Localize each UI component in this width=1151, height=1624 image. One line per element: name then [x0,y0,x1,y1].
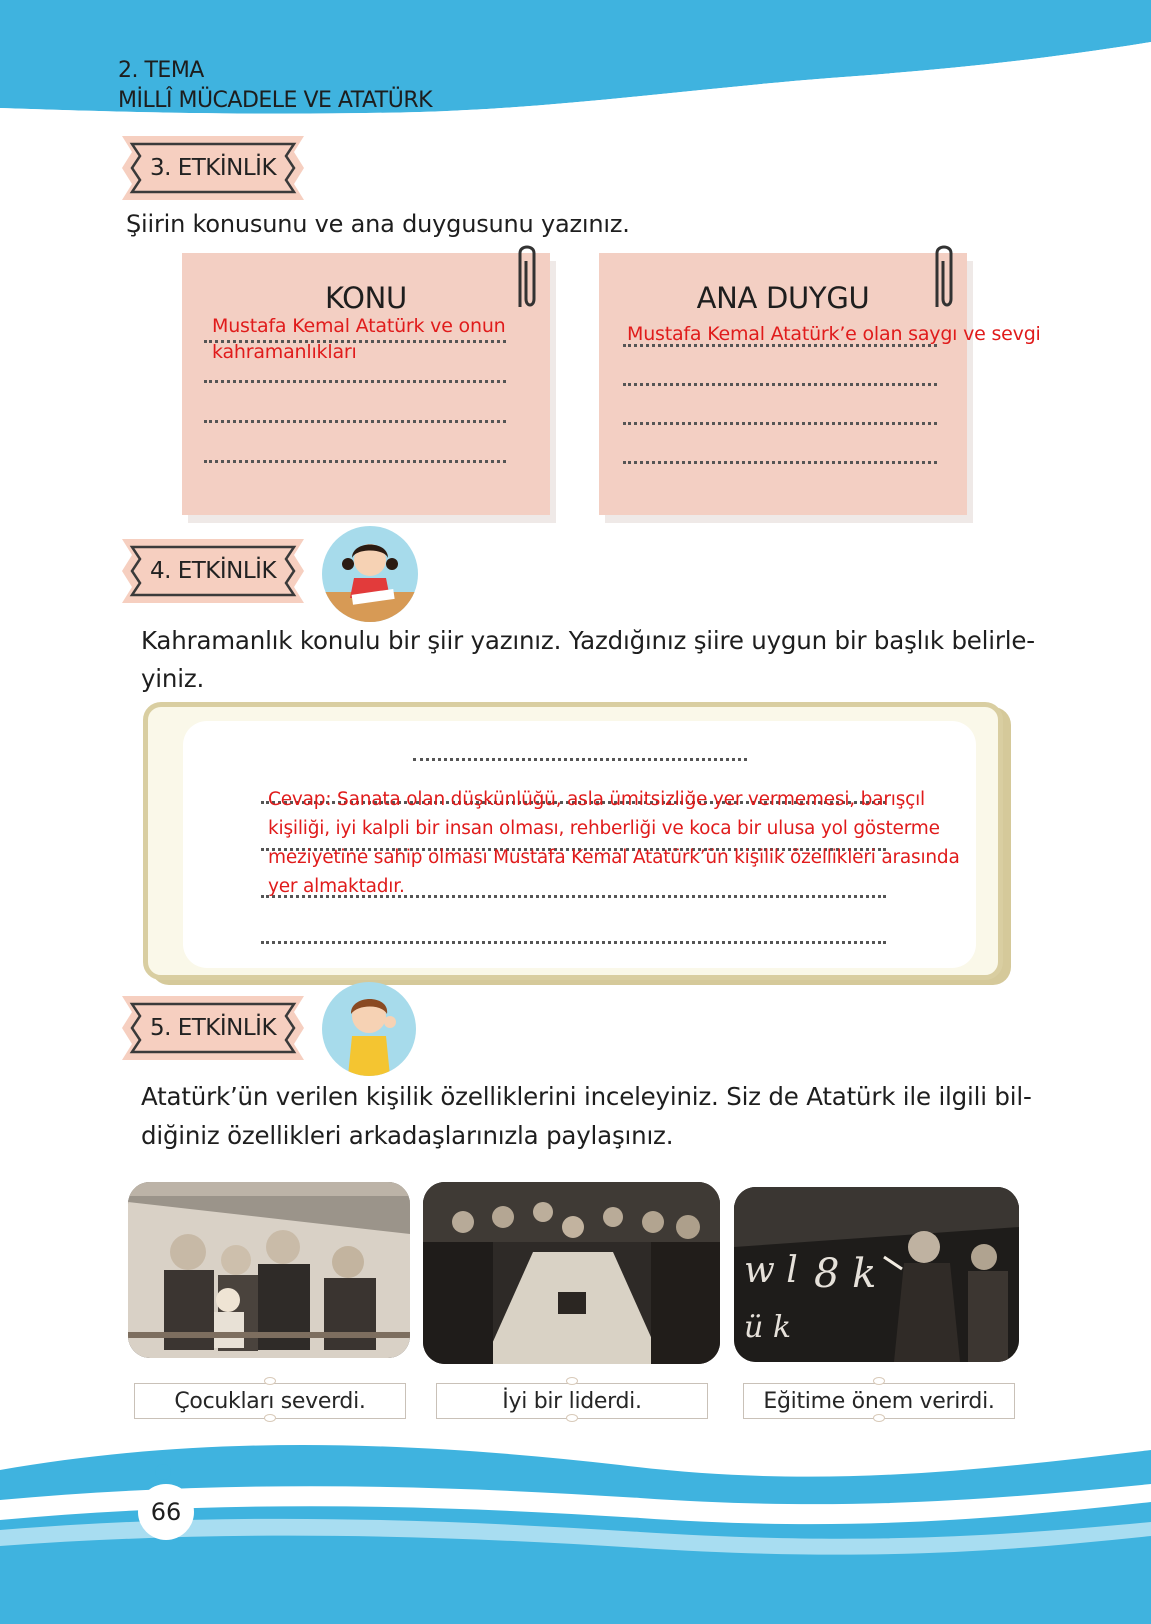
caption-leader: İyi bir liderdi. [436,1383,708,1419]
activity3-instruction: Şiirin konusunu ve ana duygusunu yazınız. [126,210,630,238]
activity4-instruction-line2: yiniz. [141,664,205,693]
activity4-label: 4. ETKİNLİK [149,558,277,584]
ana-duygu-title: ANA DUYGU [696,281,870,315]
activity3-ribbon [118,130,308,206]
svg-text:8 k: 8 k [814,1251,877,1297]
activity4-answer: Cevap: Sanata olan düşkünlüğü, asla ümitsizliğe yer vermemesi, barışçıl kişiliği, iyi kalpli bir insan olması, rehberliği ve koca bir ulusa yol gösterme meziyetine sahip olması Mustafa Kemal Atatürk’ün kişilik özellikleri arasında yer almaktadır. [268,789,960,897]
activity4-instruction-line1: Kahramanlık konulu bir şiir yazınız. Yazdığınız şiire uygun bir başlık belirle- [141,626,1035,655]
boy-avatar [322,982,416,1076]
activity5-label: 5. ETKİNLİK [149,1015,277,1041]
ataturk-meeting-photo [423,1182,720,1364]
activity5-ribbon [118,990,308,1066]
konu-note [182,253,550,515]
konu-dotline-4 [204,460,506,463]
caption-knob [873,1414,885,1422]
caption-knob [566,1377,578,1385]
konu-dotline-2 [204,380,506,383]
theme-number: 2. TEMA [118,58,204,83]
theme-title: MİLLÎ MÜCADELE VE ATATÜRK [118,88,433,113]
ataturk-with-children-photo [128,1182,410,1358]
caption-education: Eğitime önem verirdi. [743,1383,1015,1419]
konu-dotline-3 [204,420,506,423]
ana-duygu-dotline-2 [623,383,937,386]
ataturk-alphabet-photo [734,1187,1019,1362]
poem-title-dotline [413,758,747,761]
caption-knob [264,1414,276,1422]
konu-answer: Mustafa Kemal Atatürk ve onun kahramanlıkları [212,315,506,363]
poem-dotline-4 [261,941,886,944]
caption-knob [566,1414,578,1422]
writing-girl-avatar [322,526,418,622]
activity4-ribbon [118,533,308,609]
ana-duygu-note [599,253,1041,515]
activity5-instruction-line1: Atatürk’ün verilen kişilik özelliklerini inceleyiniz. Siz de Atatürk ile ilgili bil- [141,1082,1032,1111]
page-number: 66 [138,1484,194,1540]
svg-text:ü k: ü k [744,1310,792,1345]
svg-text:w l: w l [744,1250,798,1291]
ana-duygu-dotline-3 [623,422,937,425]
activity5-instruction-line2: diğiniz özellikleri arkadaşlarınızla paylaşınız. [141,1121,674,1150]
ana-duygu-answer: Mustafa Kemal Atatürk’e olan saygı ve sevgi [627,323,1041,345]
konu-title: KONU [325,281,407,315]
activity3-label: 3. ETKİNLİK [149,155,277,181]
caption-children: Çocukları severdi. [134,1383,406,1419]
ana-duygu-dotline-4 [623,461,937,464]
caption-knob [873,1377,885,1385]
caption-knob [264,1377,276,1385]
